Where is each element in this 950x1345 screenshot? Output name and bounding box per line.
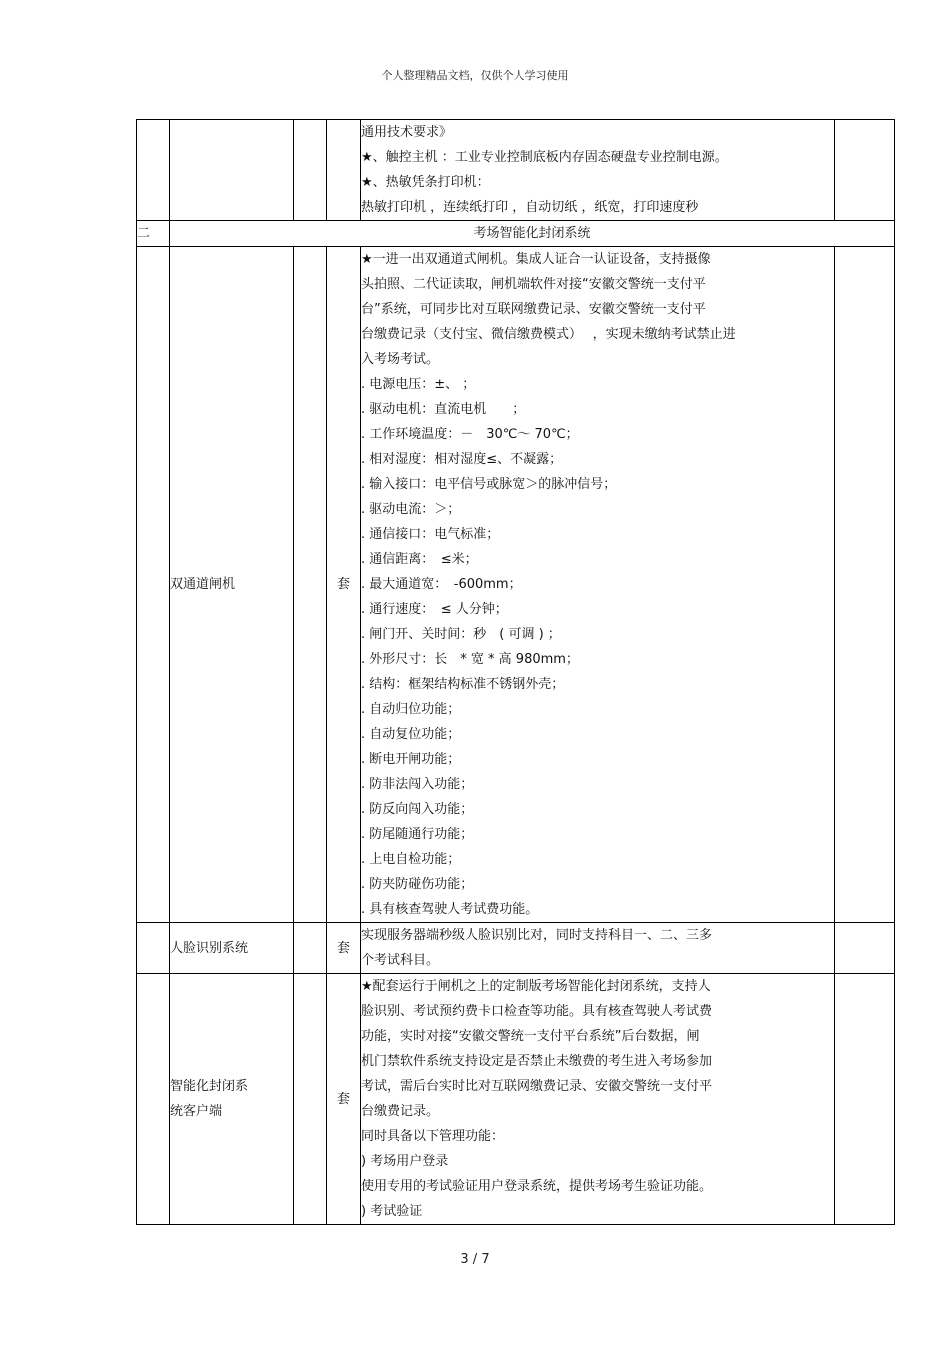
spec-line: ★配套运行于闸机之上的定制版考场智能化封闭系统，支持人 xyxy=(361,979,711,994)
spec-line: . 通行速度： ≤ 人分钟； xyxy=(361,602,508,617)
spec-line: . 防尾随通行功能； xyxy=(361,827,474,842)
table-row xyxy=(137,923,895,974)
table-row xyxy=(137,974,895,1225)
quantity-cell xyxy=(294,120,327,221)
spec-line: 脸识别、考试预约费卡口检查等功能。具有核查驾驶人考试费 xyxy=(361,1004,713,1019)
spec-line: 热敏打印机 ，连续纸打印 ，自动切纸 ，纸宽，打印速度秒 xyxy=(361,200,699,215)
item-name-cell xyxy=(170,120,294,221)
remark-cell xyxy=(835,974,895,1225)
item-name-line: 智能化封闭系 xyxy=(170,1079,249,1094)
unit-cell: 套 xyxy=(327,974,361,1225)
section-title: 考场智能化封闭系统 xyxy=(170,221,895,247)
seq-cell xyxy=(137,247,170,923)
spec-line: . 防非法闯入功能； xyxy=(361,777,474,792)
spec-line: 入考场考试。 xyxy=(361,352,440,367)
spec-line: ★、热敏凭条打印机： xyxy=(361,175,490,190)
spec-line: . 闸门开、关时间：秒 ( 可调 ) ； xyxy=(361,627,561,642)
remark-cell xyxy=(835,247,895,923)
spec-line: . 结构：框架结构标准不锈钢外壳； xyxy=(361,677,565,692)
spec-line: . 上电自检功能； xyxy=(361,852,461,867)
spec-line: . 通信距离： ≤米； xyxy=(361,552,478,567)
seq-cell xyxy=(137,120,170,221)
seq-cell xyxy=(137,974,170,1225)
spec-line: ★一进一出双通道式闸机。集成人证合一认证设备，支持摄像 xyxy=(361,252,711,267)
spec-line: . 驱动电机：直流电机 ； xyxy=(361,402,526,417)
spec-line: 机门禁软件系统支持设定是否禁止未缴费的考生进入考场参加 xyxy=(361,1054,713,1069)
spec-cell xyxy=(361,923,835,974)
spec-line: 实现服务器端秒级人脸识别比对，同时支持科目一、二、三多 xyxy=(361,928,713,943)
spec-line: ★、触控主机 ：工业专业控制底板内存固态硬盘专业控制电源。 xyxy=(361,150,728,165)
spec-line: . 输入接口：电平信号或脉宽＞的脉冲信号； xyxy=(361,477,617,492)
spec-line: . 最大通道宽： -600mm； xyxy=(361,577,522,592)
spec-line: 同时具备以下管理功能： xyxy=(361,1129,505,1144)
spec-cell xyxy=(361,120,835,221)
spec-line: . 外形尺寸：长 * 宽 * 高 980mm； xyxy=(361,652,579,667)
spec-line: . 自动归位功能； xyxy=(361,702,461,717)
spec-line: . 自动复位功能； xyxy=(361,727,461,742)
item-name-line: 统客户端 xyxy=(170,1104,223,1119)
section-row xyxy=(137,221,895,247)
spec-line: . 防夹防碰伤功能； xyxy=(361,877,474,892)
spec-line: . 电源电压：±、 ； xyxy=(361,377,476,392)
spec-line: 功能，实时对接“安徽交警统一支付平台系统”后台数据，闸 xyxy=(361,1029,700,1044)
spec-line: . 断电开闸功能； xyxy=(361,752,461,767)
spec-line: . 具有核查驾驶人考试费功能。 xyxy=(361,902,539,917)
item-name-cell: 双通道闸机 xyxy=(170,247,294,923)
item-name-cell: 人脸识别系统 xyxy=(170,923,294,974)
table-row xyxy=(137,120,895,221)
quantity-cell xyxy=(294,974,327,1225)
spec-line: . 通信接口：电气标准； xyxy=(361,527,500,542)
spec-line: 个考试科目。 xyxy=(361,953,440,968)
spec-line: 头拍照、二代证读取，闸机端软件对接“安徽交警统一支付平 xyxy=(361,277,706,292)
table-row xyxy=(137,247,895,923)
unit-cell: 套 xyxy=(327,923,361,974)
unit-cell: 套 xyxy=(327,247,361,923)
remark-cell xyxy=(835,120,895,221)
spec-cell xyxy=(361,974,835,1225)
seq-cell xyxy=(137,923,170,974)
item-name-cell xyxy=(170,974,294,1225)
remark-cell xyxy=(835,923,895,974)
spec-line: . 相对湿度：相对湿度≤、不凝露； xyxy=(361,452,563,467)
spec-line: 考试，需后台实时比对互联网缴费记录、安徽交警统一支付平 xyxy=(361,1079,713,1094)
spec-line: . 驱动电流：＞； xyxy=(361,502,461,517)
spec-line: 台”系统，可同步比对互联网缴费记录、安徽交警统一支付平 xyxy=(361,302,706,317)
spec-table xyxy=(136,119,895,1225)
spec-line: 台缴费记录（支付宝、微信缴费模式） ，实现未缴纳考试禁止进 xyxy=(361,327,736,342)
page-header: 个人整理精品文档，仅供个人学习使用 xyxy=(381,69,569,82)
page-number: 3 / 7 xyxy=(460,1252,490,1267)
spec-line: 通用技术要求》 xyxy=(361,125,453,140)
unit-cell xyxy=(327,120,361,221)
spec-line: . 防反向闯入功能； xyxy=(361,802,474,817)
section-number: 二 xyxy=(137,221,170,247)
spec-line: 台缴费记录。 xyxy=(361,1104,440,1119)
spec-line: 使用专用的考试验证用户登录系统，提供考场考生验证功能。 xyxy=(361,1179,713,1194)
quantity-cell xyxy=(294,923,327,974)
spec-cell xyxy=(361,247,835,923)
quantity-cell xyxy=(294,247,327,923)
spec-line: . 工作环境温度：－ 30℃～ 70℃； xyxy=(361,427,579,442)
spec-line: ) 考试验证 xyxy=(361,1204,423,1219)
spec-line: ) 考场用户登录 xyxy=(361,1154,449,1169)
